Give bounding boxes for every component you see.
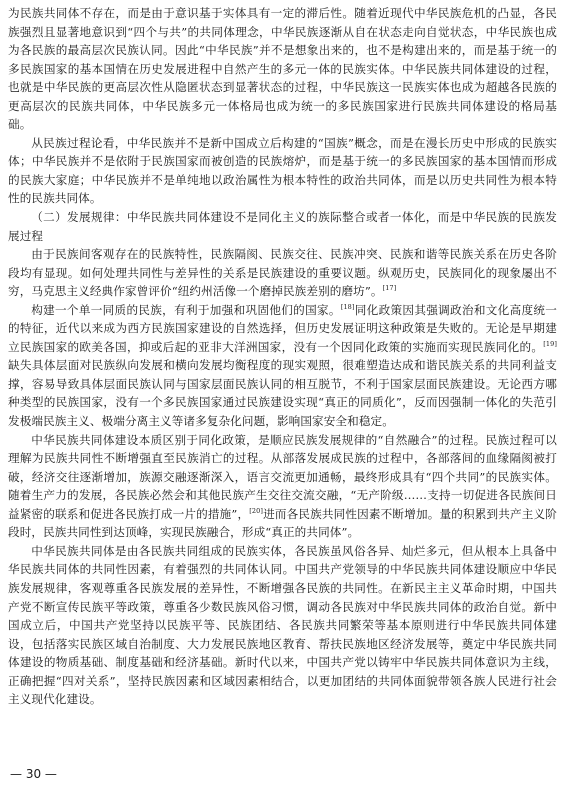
paragraph-3-text: 由于民族间客观存在的民族特性，民族隔阂、民族交往、民族冲突、民族和谐等民族关系在历史各阶段均有显现。如何处理共同性与差异性的关系是民族建设的重要议题。纵观历史，民族同化的现象屡出不穷，马克思主义经典作家曾评价“纽约州活像一个磨掉民族差别的磨坊”。 bbox=[8, 247, 557, 299]
paragraph-3 bbox=[8, 245, 557, 301]
page-number: — 30 — bbox=[10, 767, 57, 781]
citation-ref: [17] bbox=[382, 284, 397, 293]
paragraph-5 bbox=[8, 431, 557, 542]
citation-ref: [19] bbox=[543, 339, 557, 348]
paragraph-1-text: 为民族共同体不存在，而是由于意识基于实体具有一定的滞后性。随着近现代中华民族危机的凸显，各民族强烈且显著地意识到“四个与共”的共同体理念，中华民族逐渐从自在状态走向自觉状态，中华民族也成为各民族的最高层次民族认同。因此“中华民族”并不是想象出来的，也不是构建出来的，而是基于统一的多民族国家的基本国情在历史发展进程中自然产生的多元一体的民族实体。中华民族共同体建设的过程，也就是中华民族的更高层次性从隐匿状态到显著状态的过程，中华民族这一民族实体也成为超越各民族的更高层次的民族共同体，中华民族多元一体格局也成为统一的多民族国家进行民族共同体建设的格局基础。 bbox=[8, 6, 557, 132]
paragraph-4-text-3: 缺失具体层面对民族纵向发展和横向发展均衡程度的现实观照，很难塑造达成和谐民族关系的共同利益支撑，容易导致具体层面民族认同与国家层面民族认同的相互脱节，不利于国家层面民族建设。无论西方哪种类型的民族国家，没有一个多民族国家通过民族建设实现“真正的同质化”，反而因强制一体化的失范引发极端民族主义、极端分离主义等诸多复杂化问题，影响国家安全和稳定。 bbox=[8, 358, 557, 429]
paragraph-2 bbox=[8, 134, 557, 208]
citation-ref: [18] bbox=[340, 302, 355, 311]
paragraph-4 bbox=[8, 301, 557, 431]
page-body bbox=[8, 4, 557, 709]
paragraph-6 bbox=[8, 542, 557, 709]
paragraph-4-text-2: 同化政策因其强调政治和文化高度统一的特征，近代以来成为西方民族国家建设的自然选择，但历史发展证明这种政策是失败的。无论是早期建立民族国家的欧美各国，抑或后起的亚非大洋洲国家，没有一个因同化政策的实施而实现民族同化的。 bbox=[8, 302, 558, 354]
section-heading-text: （二）发展规律：中华民族共同体建设不是同化主义的族际整合或者一体化，而是中华民族的民族发展过程 bbox=[8, 210, 557, 243]
paragraph-4-text: 构建一个单一同质的民族，有利于加强和巩固他们的国家。 bbox=[31, 302, 341, 317]
paragraph-1 bbox=[8, 4, 557, 134]
paragraph-5-text: 中华民族共同体建设本质区别于同化政策，是顺应民族发展规律的“自然融合”的过程。民族过程可以理解为民族共同性不断增强直至民族消亡的过程。从部落发展成民族的过程中，各部落间的血缘隔阂被打破，经济交往逐渐增加，族源交融逐渐深入，语言交流更加通畅，最终形成具有“四个共同”的民族实体。随着生产力的发展，各民族必然会和其他民族产生交往交流交融，“无产阶级……支持一切促进各民族间日益紧密的联系和促进各民族打成一片的措施”， bbox=[8, 432, 557, 521]
section-heading bbox=[8, 208, 557, 245]
paragraph-6-text: 中华民族共同体是由各民族共同组成的民族实体，各民族虽风俗各异、灿烂多元，但从根本上具备中华民族共同体的共同性因素，有着强烈的共同体认同。中国共产党领导的中华民族共同体建设顺应中华民族发展规律，客观尊重各民族发展的差异性，不断增强各民族的共同性。在新民主主义革命时期，中国共产党不断宣传民族平等政策，尊重各少数民族风俗习惯，调动各民族对中华民族共同体的政治自觉。新中国成立后，中国共产党坚持以民族平等、民族团结、各民族共同繁荣等基本原则进行中华民族共同体建设，包括落实民族区域自治制度、大力发展民族地区教育、帮扶民族地区经济发展等，奠定中华民族共同体建设的物质基础、制度基础和经济基础。新时代以来，中国共产党以铸牢中华民族共同体意识为主线，正确把握“四对关系”，坚持民族因素和区域因素相结合，以更加团结的共同体面貌带领各族人民进行社会主义现代化建设。 bbox=[8, 543, 557, 707]
citation-ref: [20] bbox=[249, 506, 264, 515]
paragraph-2-text: 从民族过程论看，中华民族并不是新中国成立后构建的“国族”概念，而是在漫长历史中形成的民族实体；中华民族并不是依附于民族国家而被创造的民族熔炉，而是基于统一的多民族国家的基本国情而形成的民族大家庭；中华民族并不是单纯地以政治属性为根本特性的政治共同体，而是以历史共同性为根本特性的民族共同体。 bbox=[8, 135, 557, 206]
paragraph-5-text-2: 进而各民族共同性因素不断增加。量的积累到共产主义阶段时，民族共同性到达顶峰，实现民族融合，形成“真正的共同体”。 bbox=[8, 506, 557, 540]
